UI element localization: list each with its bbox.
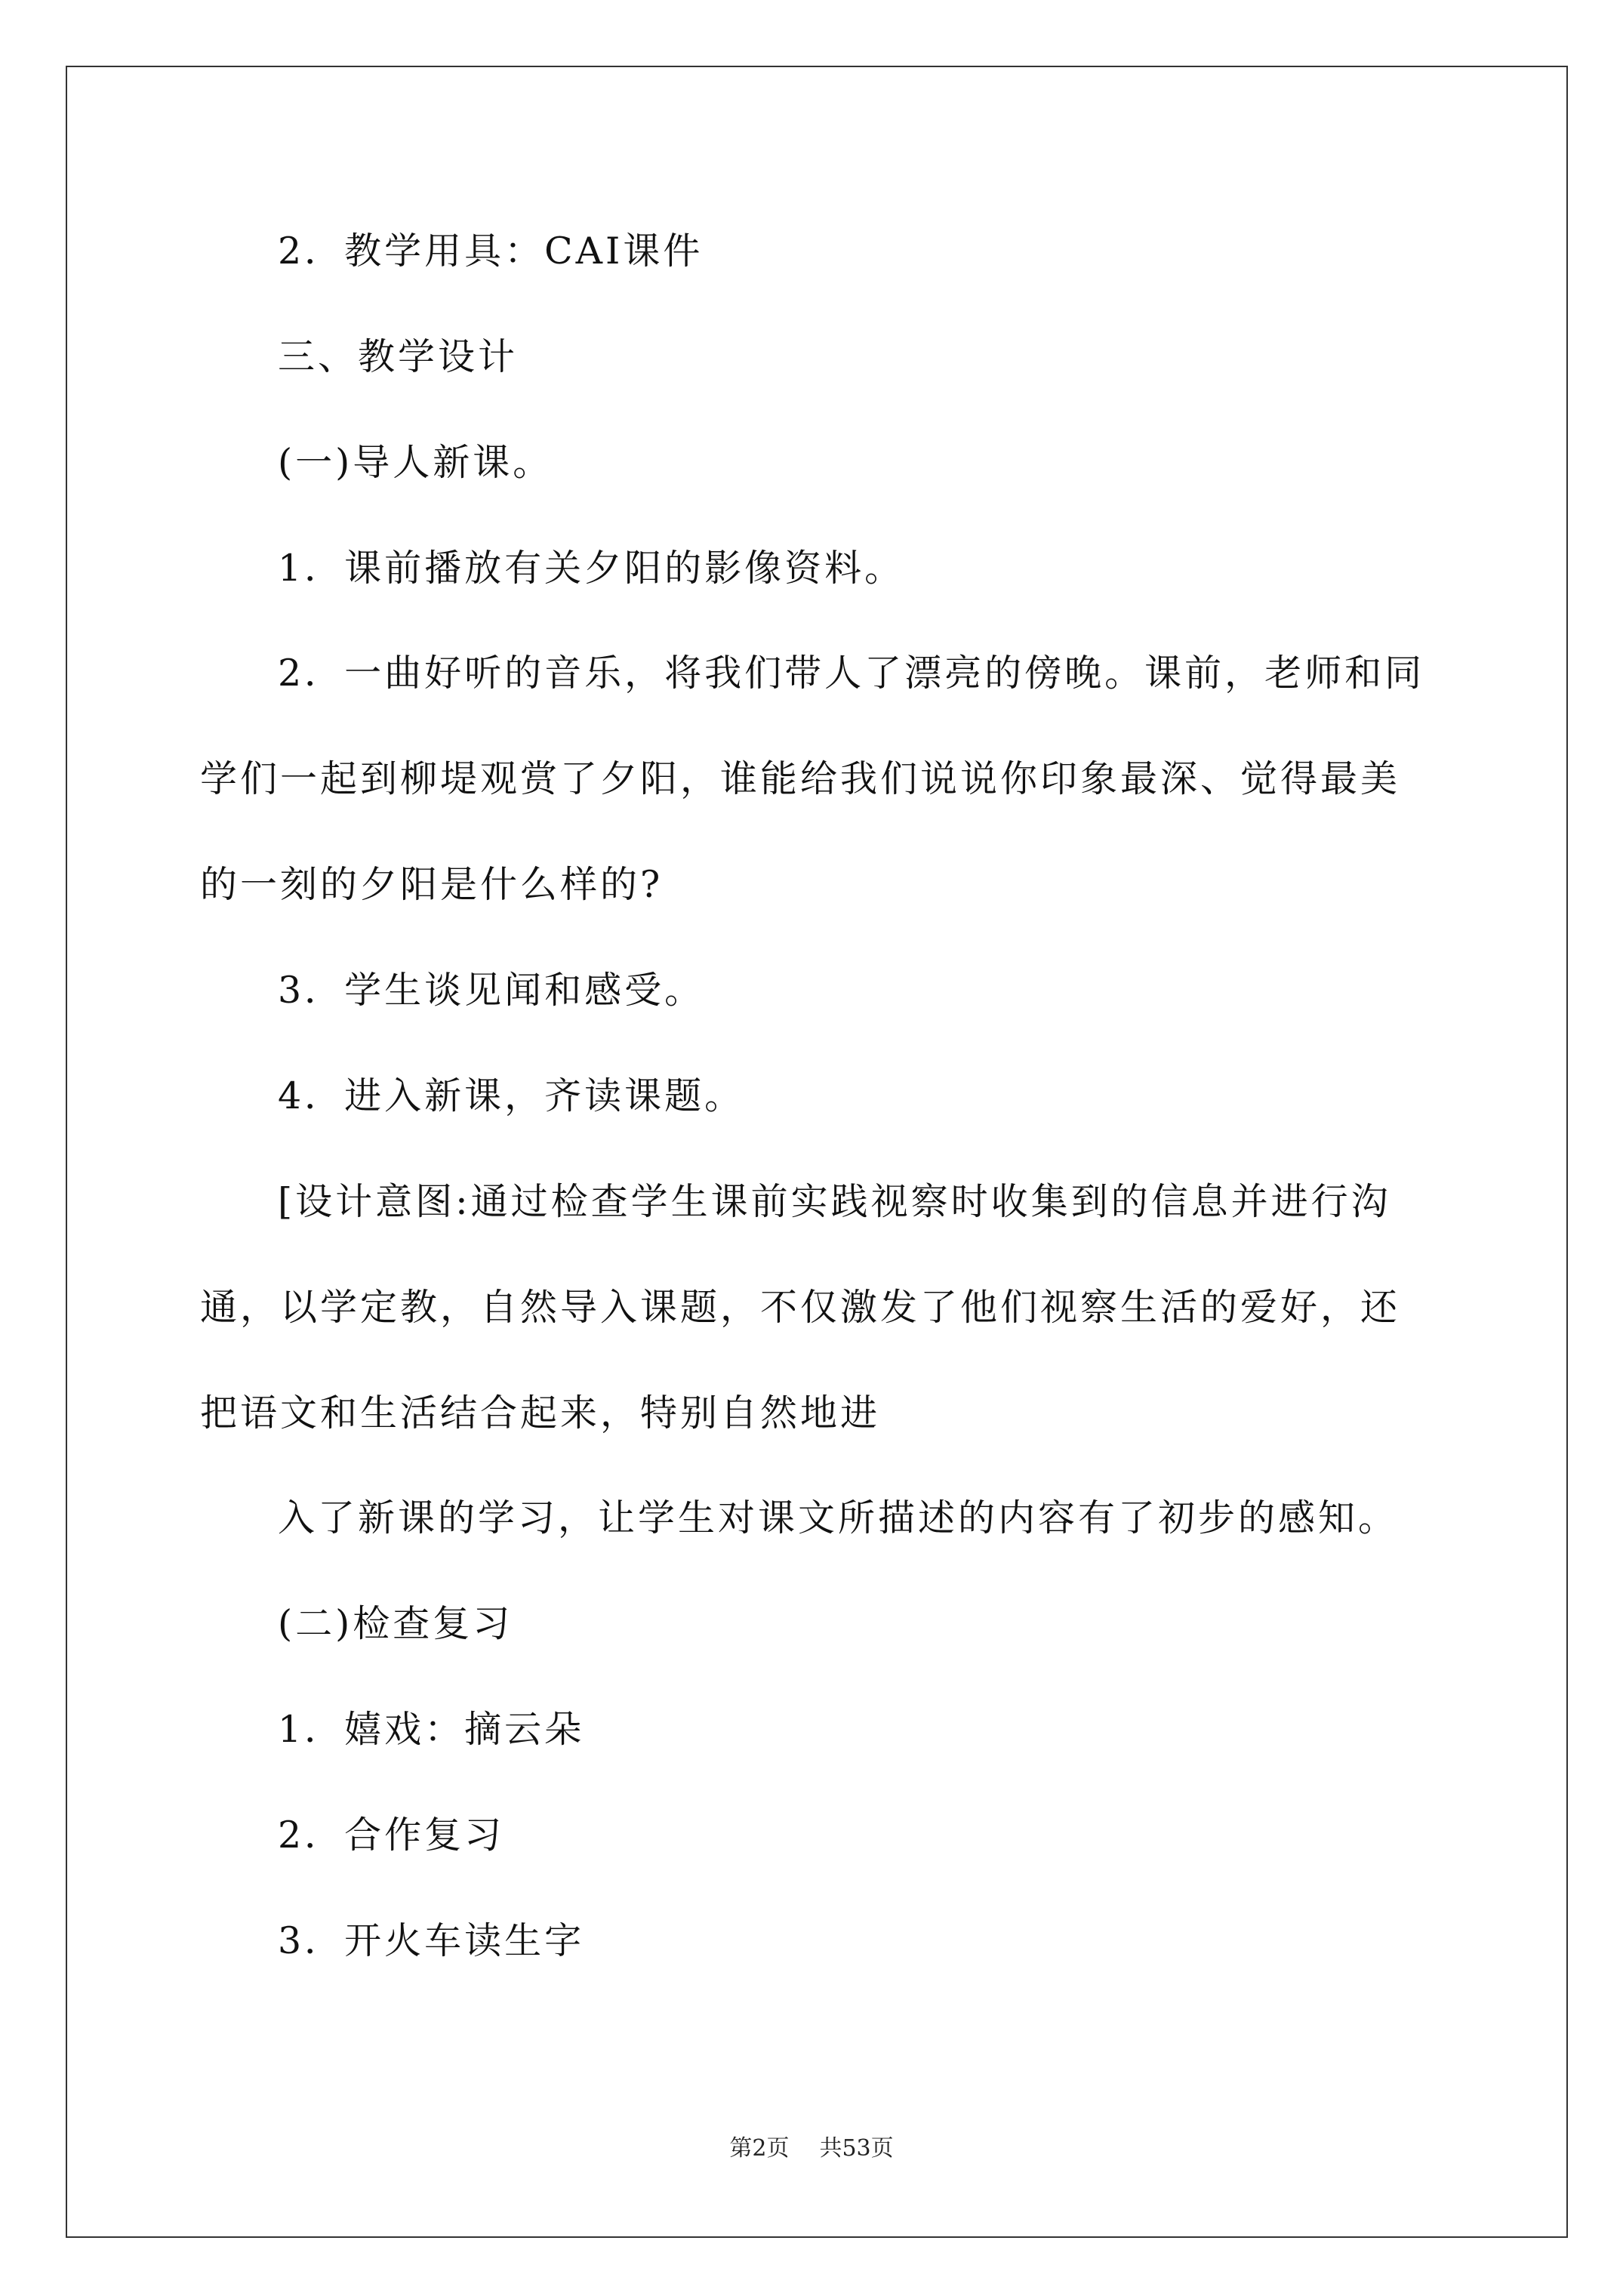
heading-intro-new-lesson: (一)导人新课。: [278, 441, 553, 484]
page-number: 第2页: [729, 2135, 790, 2162]
line-intro-4: 4．进入新课，齐读课题。: [278, 1074, 745, 1117]
line-intro-2b: 学们一起到柳堤观赏了夕阳，谁能给我们说说你印象最深、觉得最美: [200, 757, 1401, 800]
line-intro-3: 3．学生谈见闻和感受。: [278, 969, 705, 1012]
line-intro-1: 1．课前播放有关夕阳的影像资料。: [278, 547, 905, 590]
line-intro-2c: 的一刻的夕阳是什么样的?: [200, 863, 664, 906]
heading-teaching-design: 三、教学设计: [278, 335, 519, 378]
heading-review: (二)检查复习: [278, 1602, 513, 1645]
line-design-intent-b: 通，以学定教，自然导入课题，不仅激发了他们视察生活的爱好，还: [200, 1286, 1401, 1329]
page-border: [66, 66, 1568, 2238]
line-review-2: 2．合作复习: [278, 1814, 505, 1857]
line-review-1: 1．嬉戏：摘云朵: [278, 1708, 585, 1751]
line-design-intent-a: [设计意图:通过检查学生课前实践视察时收集到的信息并进行沟: [278, 1180, 1391, 1223]
line-design-intent-d: 入了新课的学习，让学生对课文所描述的内容有了初步的感知。: [278, 1496, 1399, 1539]
line-review-3: 3．开火车读生字: [278, 1919, 585, 1962]
page-total: 共53页: [819, 2135, 894, 2162]
line-design-intent-c: 把语文和生活结合起来，特别自然地进: [200, 1391, 881, 1435]
page-footer: [0, 2134, 1623, 2164]
line-teaching-tools: 2．教学用具：CAI课件: [278, 230, 704, 273]
line-intro-2a: 2．一曲好听的音乐，将我们带人了漂亮的傍晚。课前，老师和同: [278, 652, 1425, 695]
